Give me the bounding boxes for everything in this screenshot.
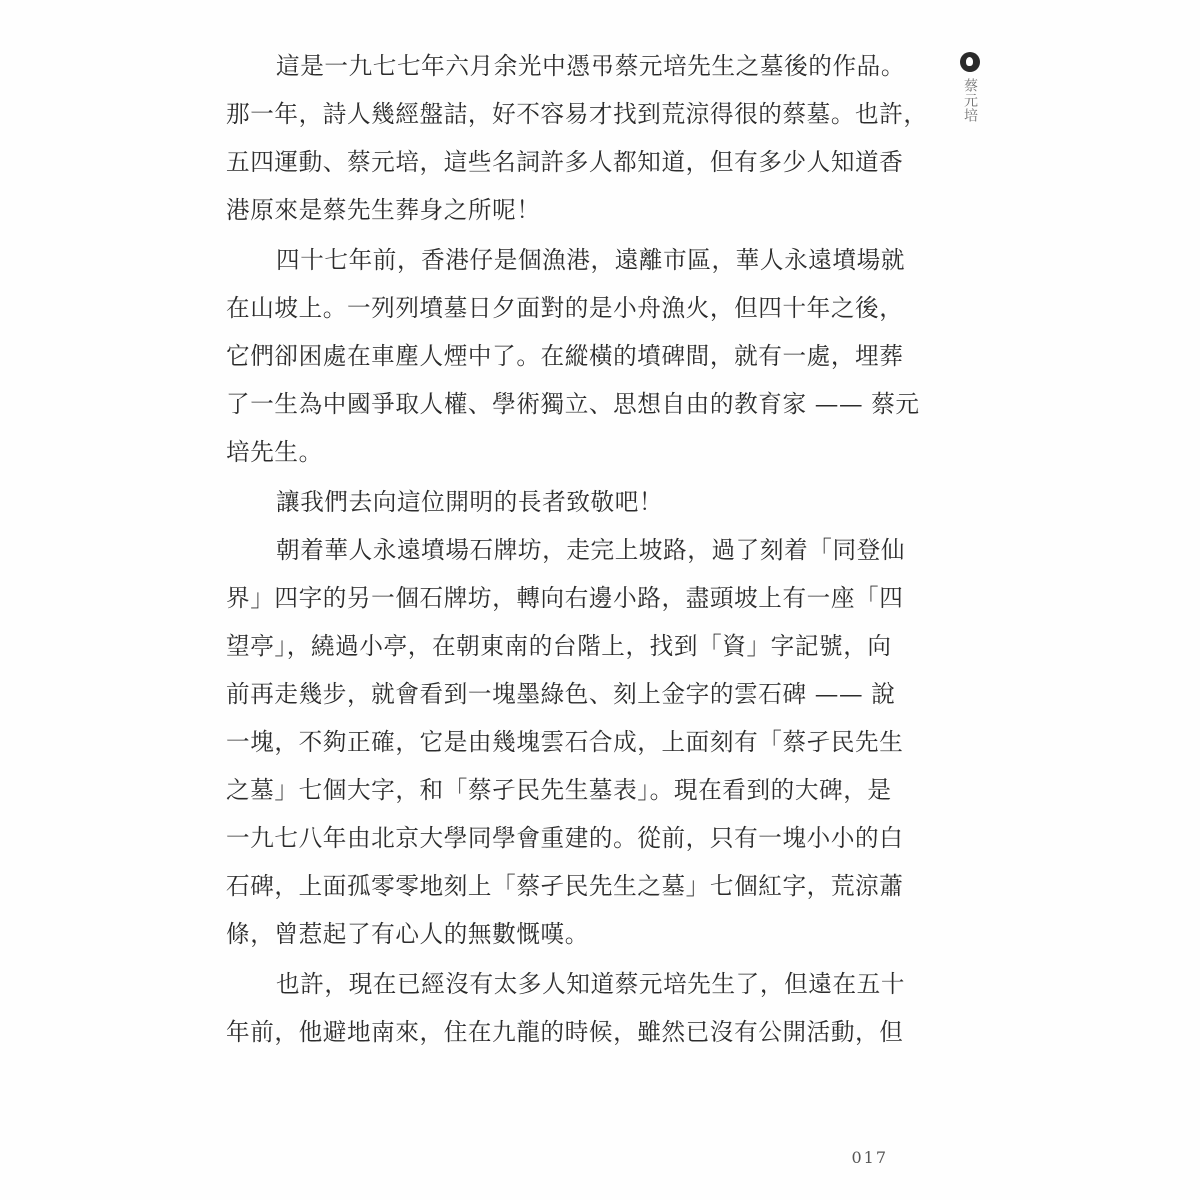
text-line: 那一年，詩人幾經盤詰，好不容易才找到荒涼得很的蔡墓。也許，: [226, 100, 928, 128]
text-line: 朝着華人永遠墳場石牌坊，走完上坡路，過了刻着「同登仙: [276, 536, 906, 564]
text-line: 四十七年前，香港仔是個漁港，遠離市區，華人永遠墳場就: [276, 246, 906, 274]
text-line: 石碑，上面孤零零地刻上「蔡孑民先生之墓」七個紅字，荒涼蕭: [226, 872, 904, 900]
text-line: 望亭」，繞過小亭，在朝東南的台階上，找到「資」字記號，向: [226, 632, 892, 660]
text-line: 年前，他避地南來，住在九龍的時候，雖然已沒有公開活動，但: [226, 1018, 904, 1046]
text-line: 讓我們去向這位開明的長者致敬吧！: [276, 488, 664, 516]
text-line: 在山坡上。一列列墳墓日夕面對的是小舟漁火，但四十年之後，: [226, 294, 904, 322]
page-number: 017: [851, 1148, 888, 1167]
text-line: 一塊，不夠正確，它是由幾塊雲石合成，上面刻有「蔡孑民先生: [226, 728, 904, 756]
text-line: 培先生。: [226, 438, 323, 466]
text-line: 這是一九七七年六月余光中憑弔蔡元培先生之墓後的作品。: [276, 52, 906, 80]
text-line: 它們卻困處在車塵人煙中了。在縱橫的墳碑間，就有一處，埋葬: [226, 342, 904, 370]
text-line: 一九七八年由北京大學同學會重建的。從前，只有一塊小小的白: [226, 824, 904, 852]
text-line: 五四運動、蔡元培，這些名詞許多人都知道，但有多少人知道香: [226, 148, 904, 176]
running-title: 蔡元培: [962, 78, 978, 123]
chapter-emblem-icon: [960, 52, 980, 72]
text-line: 界」四字的另一個石牌坊，轉向右邊小路，盡頭坡上有一座「四: [226, 584, 904, 612]
text-line: 了一生為中國爭取人權、學術獨立、思想自由的教育家 —— 蔡元: [226, 390, 920, 418]
running-header: [955, 52, 985, 123]
body-text: [226, 42, 928, 1056]
text-line: 港原來是蔡先生葬身之所呢！: [226, 196, 541, 224]
text-line: 也許，現在已經沒有太多人知道蔡元培先生了，但遠在五十: [276, 970, 906, 998]
text-line: 之墓」七個大字，和「蔡孑民先生墓表」。現在看到的大碑，是: [226, 776, 892, 804]
text-line: 前再走幾步，就會看到一塊墨綠色、刻上金字的雲石碑 —— 說: [226, 680, 896, 708]
text-line: 條，曾惹起了有心人的無數慨嘆。: [226, 920, 589, 948]
